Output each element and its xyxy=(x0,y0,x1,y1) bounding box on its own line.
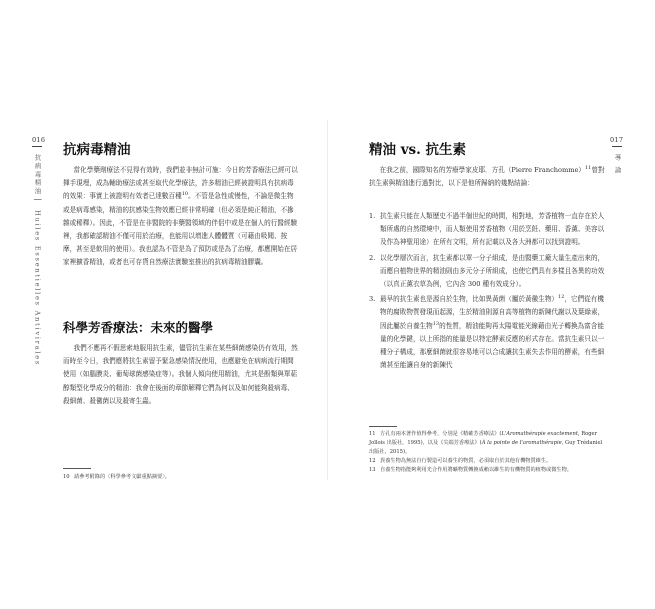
list-item-text: 最早的抗生素也是源自於生物，比如異黃菌（屬於黃黴生物） xyxy=(380,295,559,304)
left-folio-rule xyxy=(32,146,42,147)
paragraph-antibiotics: 我們不應再不假思索地服用抗生素，儘管抗生素在某些細菌感染仍有效用，然而時至今日，我們應將抗生素留予緊急感染情況使用，也應避免在病病流行期間使用（如腦膜炎、葡萄球菌感染症等）。我個人傾向使用精油，尤其是酚類與單萜醇類型化學成分的精油：我會在後面的章節解釋它們為何以及如何能夠殺病毒、殺細菌、殺黴菌以及殺寄生蟲。 xyxy=(63,344,298,405)
heading-antiviral-oils: 抗病毒精油 xyxy=(63,142,131,158)
list-item-text-c: 的性質，精油能夠再太陽電能光線藉由光子轉換為富含能量的化學鍵，以上所指的能量是以特定酵素反應的形式存在。當抗生素只以一種分子構成，那麼細菌就很容易地可以合成讓抗生素失去作用的酵素，有些細菌甚至能讓自身的新陳代 xyxy=(380,321,605,370)
paragraph-franchomme xyxy=(369,164,605,190)
footnote-11-number: 11 xyxy=(369,431,376,437)
footnote-10-text: 請參考附錄的〈科學參考文獻重點摘要〉。 xyxy=(74,474,170,480)
paragraph-franchomme-text-a: 在我之前，國際知名的芳療學家皮耶．方孔（Pierre Franchomme） xyxy=(379,166,585,174)
paragraph-intro xyxy=(63,164,300,270)
list-item xyxy=(369,210,605,250)
comparison-list xyxy=(369,210,605,374)
footnote-11-text-c: , Guy Trédaniel 出版社，2015)。 xyxy=(369,440,603,455)
footnote-10-number: 10 xyxy=(63,474,70,480)
footnote-11-title-b: À la pointe de l'aromathérapie xyxy=(481,440,562,446)
footnote-13 xyxy=(369,466,605,475)
right-running-head: 導 論 xyxy=(613,154,622,175)
footnote-ref-13: 13 xyxy=(432,320,440,327)
footnote-ref-10: 10 xyxy=(181,191,189,198)
page-gutter xyxy=(327,120,328,480)
list-item-number: 3. xyxy=(369,295,376,304)
list-item xyxy=(369,293,605,372)
heading-oils-vs-antibiotics: 精油 vs. 抗生素 xyxy=(369,142,467,158)
paragraph-franchomme-text-b: 曾對抗生素與精油進行過對比，以下是他所歸納的幾點結論： xyxy=(369,166,605,188)
left-folio: 016 xyxy=(32,136,46,144)
footnote-11-text-b: , Roger Jollois 出版社，1995)，以及《尖端芳香療法》( xyxy=(369,431,598,446)
footnote-12-number: 12 xyxy=(369,458,376,464)
footnote-12 xyxy=(369,457,605,466)
right-folio-rule xyxy=(612,146,622,147)
paragraph-intro-text-b: 。不管是急性或慢性，不論是微生物或是病毒感染，精油的抗感染生物效應已經非常明確（但必須是純正精油，不摻雜或稀釋）。因此，不管是在非醫院的非藥醫領域的伴侶中或是在個人的行醫經驗裡，我都確認精油不僅可用於治療，也能用以增進人體體質（可藉由吸聞、按摩，甚至是飲用的使用）。我也認為不管是為了預防或是為了治療，都應開始在居家裡擴香精油，或者也可存貨自然療法實驗室推出的抗病毒精油膠囊。 xyxy=(63,192,298,267)
footnote-ref-11: 11 xyxy=(585,165,592,171)
footnote-11-title-a: L'Aromathérapie exactement xyxy=(501,431,578,437)
footnote-13-number: 13 xyxy=(369,467,376,473)
footnote-12-text: 異養生物為無法自行製造可以養生的物質，必須取自於其他有機物質維生。 xyxy=(380,458,552,464)
list-item-text: 以化學層次而言，抗生素都以單一分子組成，是由醫藥工廠大量生產出來的，而應自植物世界的精油則由多元分子所組成，也使它們具有多樣且各異的功效（以真正薰衣草為例，它內含 300 種有效成分）。 xyxy=(380,253,605,289)
paragraph-intro-text-a: 當化學藥劑療法不見得有效時，我們並非無計可施：今日的芳香療法已經可以揮手現埋，成為輔助療法或甚至取代化學療法，許多精油已經被證明具有抗病毒的效果：事實上被證明有效者已達數百種 xyxy=(63,166,298,201)
left-running-head: 抗病毒精油 ▏ Huiles Essentielles Antivirales xyxy=(33,154,42,367)
footnotes-right xyxy=(369,430,605,475)
list-item-text: 抗生素只能在人類歷史不過半個世紀的時間，相對地，芳香植物一直存在於人類所處的自然環境中，而人類使用芳香植物（用於烹飪、藥用、香薰、美容以及作為神聖用途）在所有文明，所有記載以及各大洲都可以找到證明。 xyxy=(380,212,605,247)
footnote-13-text: 自養生物指能夠利用光合作用將礦物質轉換成賴以維生的有機物質的植物或微生物。 xyxy=(380,467,572,473)
heading-scientific-aromatherapy: 科學芳香療法：未來的醫學 xyxy=(63,320,214,335)
list-item-number: 1. xyxy=(369,212,376,220)
footnote-11-text-a: 方孔有兩本著作值得參考，分別是《精確芳香療法》( xyxy=(380,431,502,437)
footnote-10 xyxy=(63,473,300,482)
list-item-text-b: ，它們從有機物的腐敗物質發現而起源，生於精油則源自高等植物的新陳代謝以及葉綠素，因此屬於自養生物 xyxy=(380,295,605,330)
list-item-number: 2. xyxy=(369,253,376,262)
right-footnote-rule xyxy=(369,426,397,427)
left-footnote-rule xyxy=(63,468,91,469)
list-item xyxy=(369,252,605,292)
footnote-11 xyxy=(369,430,605,457)
footnote-ref-12: 12 xyxy=(558,294,565,301)
right-folio: 017 xyxy=(610,136,624,144)
